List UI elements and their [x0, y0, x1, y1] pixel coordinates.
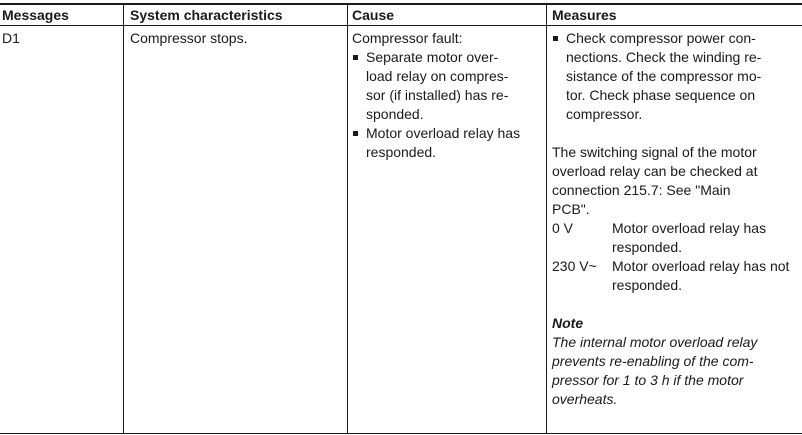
table-top-rule [0, 3, 802, 5]
header-messages: Messages [2, 7, 69, 23]
value-key: 0 V [552, 220, 574, 236]
column-divider [546, 5, 547, 434]
measures-list [552, 29, 797, 124]
column-divider [347, 5, 348, 434]
header-system-characteristics: System characteristics [130, 7, 283, 23]
note-text: The internal motor overload relay prevents re-enabling of the com- pressor for 1 to 3 h if the motor overheats. [552, 334, 758, 407]
value-key: 230 V~ [552, 258, 597, 274]
cause-cell [352, 29, 532, 162]
cause-intro: Compressor fault: [352, 30, 463, 46]
value-text: Motor overload relay has not responded. [612, 258, 790, 293]
system-characteristic: Compressor stops. [130, 30, 248, 46]
measures-cell [552, 29, 797, 409]
table-bottom-rule [0, 433, 802, 434]
header-bottom-rule [0, 25, 802, 26]
signal-text: The switching signal of the motor overload relay can be checked at connection 215.7: See "Main PCB". [552, 144, 758, 217]
value-text: Motor overload relay has responded. [612, 220, 767, 255]
value-row [552, 219, 797, 257]
value-row [552, 257, 797, 295]
note-title: Note [552, 315, 584, 331]
measures-item: Check compressor power con- nections. Check the winding re- sistance of the compressor mo- tor. Check phase sequence on compressor. [552, 29, 797, 124]
message-code: D1 [2, 30, 20, 46]
cause-item: Separate motor over- load relay on compres- sor (if installed) has re- sponded. [352, 48, 532, 124]
cause-item: Motor overload relay has responded. [352, 124, 532, 162]
column-divider [123, 5, 124, 434]
header-cause: Cause [352, 7, 395, 23]
header-measures: Measures [552, 7, 617, 23]
cause-list [352, 48, 532, 162]
